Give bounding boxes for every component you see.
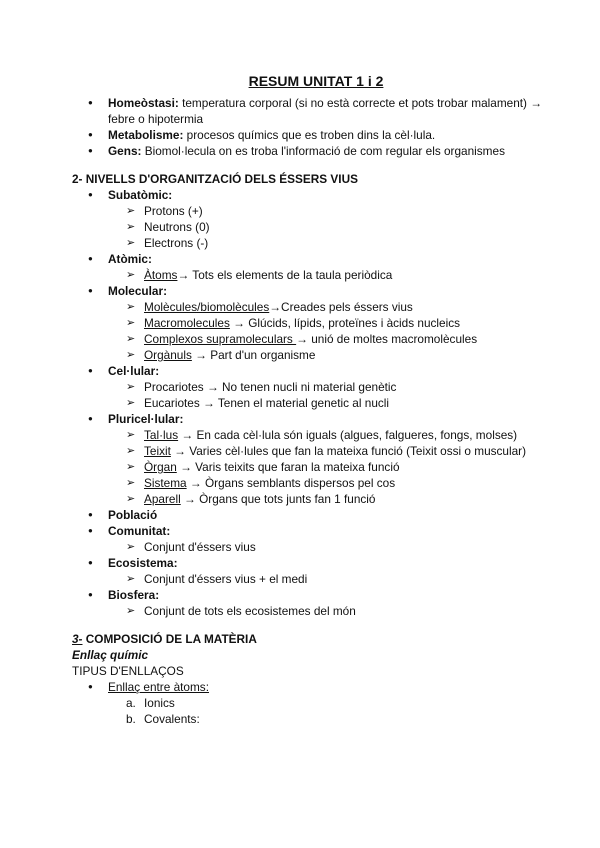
sub-item [108,315,560,331]
bond-items [108,695,560,727]
section-3-subtitle: Enllaç químic [72,648,149,662]
sub-item [108,331,560,347]
level-name: Ecosistema: [108,556,178,570]
sub-item [108,491,560,507]
sub-text: Conjunt de tots els ecosistemes del món [144,604,356,618]
sub-text: → Part d'un organisme [191,348,316,362]
sub-term: Aparell [144,492,181,506]
level-item [72,283,560,363]
bond-text: Ionics [144,696,175,710]
section-2 [72,171,560,619]
level-name: Subatòmic: [108,188,173,202]
sub-text: → Òrgans semblants dispersos pel cos [186,476,396,490]
sub-item [108,395,560,411]
sub-list [108,203,560,251]
level-item [72,363,560,411]
sub-item [108,203,560,219]
sub-item [108,571,560,587]
level-name: Població [108,508,158,522]
bond-text: Covalents: [144,712,200,726]
sub-item [108,267,560,283]
sub-item [108,603,560,619]
document-title: RESUM UNITAT 1 i 2 [248,73,384,89]
sub-list [108,379,560,411]
sub-item [108,475,560,491]
sub-text: → Òrgans que tots junts fan 1 funció [180,492,376,506]
level-name: Pluricel·lular: [108,412,184,426]
level-name: Biosfera: [108,588,160,602]
sub-text: → Varies cèl·lules que fan la mateixa funció (Teixit ossi o muscular) [170,444,527,458]
sub-text: Conjunt d'éssers vius [144,540,256,554]
sub-item [108,219,560,235]
sub-term: Àtoms [144,268,178,282]
section-3-title [72,631,560,647]
sub-text: Procariotes → No tenen nucli ni material genètic [144,380,397,394]
sub-text: Electrons (-) [144,236,209,250]
sub-item [108,443,560,459]
list-marker: a. [126,696,136,710]
list-item [72,95,560,127]
section-3 [72,631,560,727]
sub-item [108,299,560,315]
sub-item [108,347,560,363]
intro-list [72,95,560,159]
list-item [72,127,560,143]
sub-term: Òrgan [144,460,177,474]
sub-text: Conjunt d'éssers vius + el medi [144,572,308,586]
level-item [72,523,560,555]
sub-term: Orgànuls [144,348,192,362]
sub-term: Teixit [144,444,171,458]
level-item [72,411,560,507]
sub-list [108,571,560,587]
level-item [72,587,560,619]
sub-text: → Tots els elements de la taula periòdica [177,268,393,282]
intro-text: temperatura corporal (si no està correcte et pots trobar malament) → febre o hipotermia [108,96,543,126]
sub-term: Sistema [144,476,187,490]
sub-text: Eucariotes → Tenen el material genetic al nucli [144,396,390,410]
sub-list [108,427,560,507]
sub-item [108,459,560,475]
sub-item [108,539,560,555]
bond-list [72,679,560,727]
level-item [72,187,560,251]
list-item [72,679,560,727]
section-3-title-text: COMPOSICIÓ DE LA MATÈRIA [82,632,257,646]
sub-list [108,539,560,555]
sub-term: Complexos supramoleculars [144,332,297,346]
level-item [72,555,560,587]
sub-list [108,267,560,283]
sub-text: → En cada cèl·lula són iguals (algues, falgueres, fongs, molses) [178,428,518,442]
sub-list [108,603,560,619]
level-item [72,507,560,523]
bond-heading: Enllaç entre àtoms: [108,680,209,694]
sub-text: Protons (+) [144,204,203,218]
sub-term: Molècules/biomolècules [144,300,270,314]
sub-term: Tal·lus [144,428,179,442]
section-2-title: 2- NIVELLS D'ORGANITZACIÓ DELS ÉSSERS VIUS [72,172,358,186]
sub-text: Neutrons (0) [144,220,210,234]
section-3-number: 3- [72,632,83,646]
intro-text: procesos químics que es troben dins la cèl·lula. [183,128,436,142]
sub-item [108,379,560,395]
sub-term: Macromolecules [144,316,230,330]
list-item [108,711,560,727]
sub-text: → Glúcids, lípids, proteïnes i àcids nucleics [229,316,461,330]
list-marker: b. [126,712,136,726]
level-item [72,251,560,283]
list-item [108,695,560,711]
level-name: Cel·lular: [108,364,160,378]
intro-term: Metabolisme: [108,128,184,142]
level-name: Comunitat: [108,524,171,538]
list-item [72,143,560,159]
sub-item [108,235,560,251]
types-label: TIPUS D'ENLLAÇOS [72,664,184,678]
intro-term: Gens: [108,144,142,158]
intro-term: Homeòstasi: [108,96,179,110]
sub-text: → Varis teixits que faran la mateixa funció [176,460,400,474]
levels-list [72,187,560,619]
sub-list [108,299,560,363]
level-name: Atòmic: [108,252,152,266]
level-name: Molecular: [108,284,167,298]
sub-text: → unió de moltes macromolècules [296,332,478,346]
intro-text: Biomol·lecula on es troba l'informació de com regular els organismes [141,144,505,158]
sub-item [108,427,560,443]
sub-text: →Creades pels éssers vius [269,300,413,314]
